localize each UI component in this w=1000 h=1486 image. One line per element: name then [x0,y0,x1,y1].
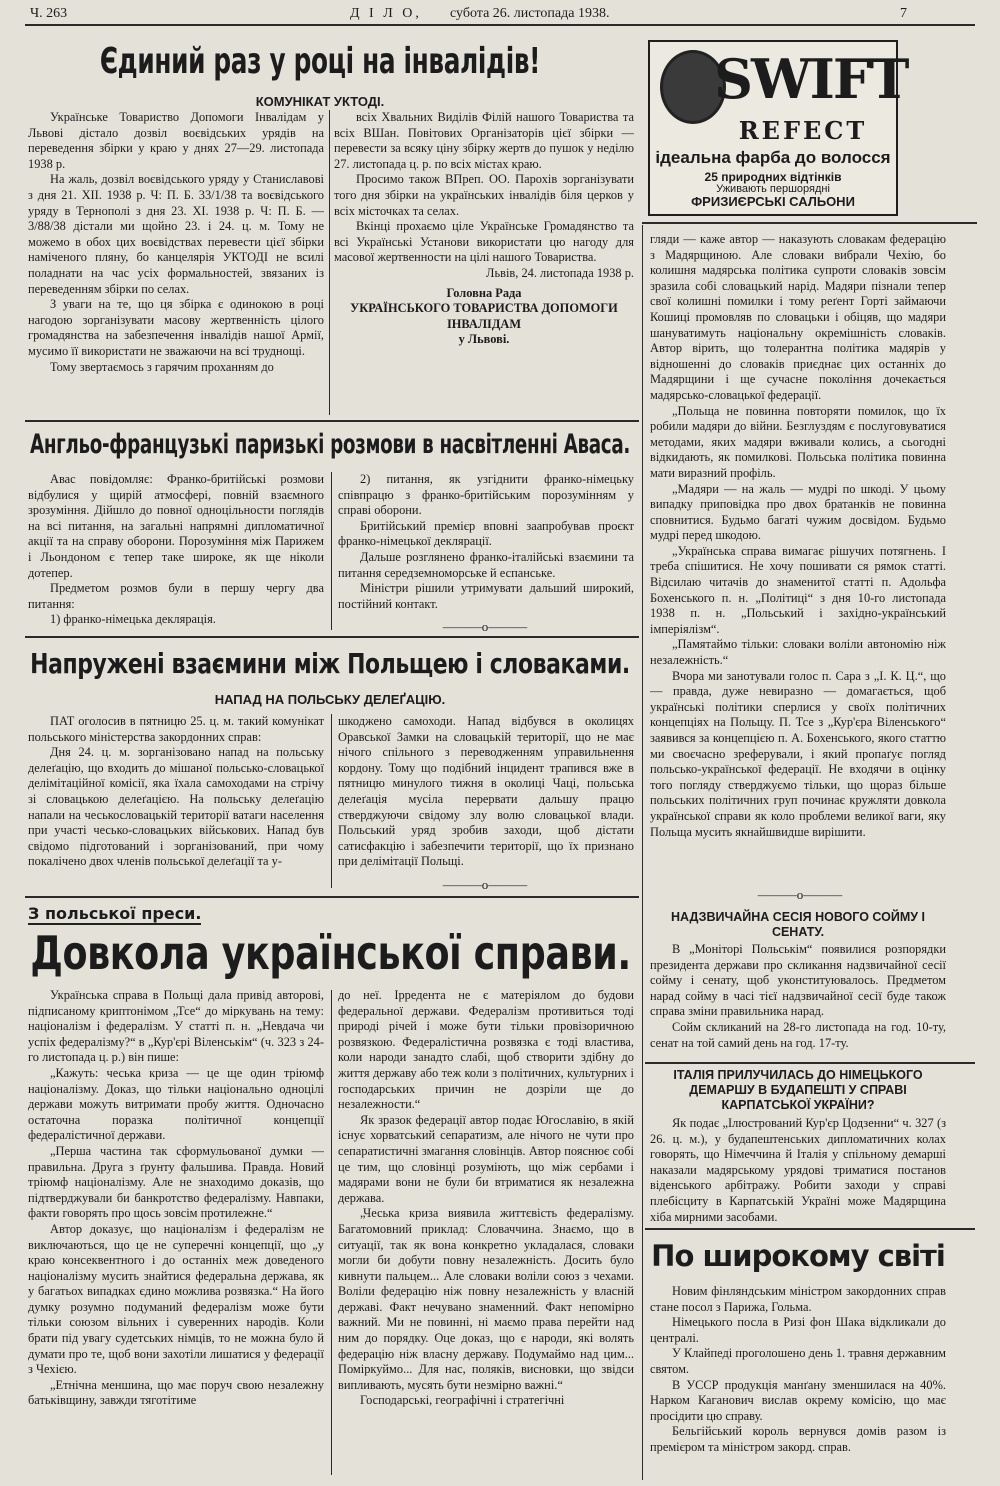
article-paragraph: „Етнічна меншина, що має поруч свою незалежну батьківщину, завжди тяготітиме [28,1377,324,1408]
right-column-divider [642,225,643,1480]
article-paragraph: „Мадяри — на жаль — мудрі по шкоді. У цьому випадку приповідка про двох братанків не повинна сповнитися. Будьмо багаті чужим досвідом. Будьмо мудрі перед шкодою. [650,481,946,543]
article-paragraph: „Польща не повинна повторяти помилок, що їх робили мадяри до війни. Безглуздям є послуговуватися методами, яких мадяри вживали колись, а сьогодні відкидають, як помилкові. Польська політика повинна мати виразний профіль. [650,403,946,480]
article-paragraph: Як подає „Ілюстрований Кур'єр Цодзенни“ ч. 327 (з 26. ц. м.), у будапештенських дипломатичних колах говорять, що Німеччина й Італія у спільному демарші наказали мадярському урядові триматися постанов віденського арбітражу. Робити заходи у справі плебісциту в Карпатській Україні може Мадярщина хіба мирними засобами. [650,1116,946,1224]
ad-bottom-rule [642,222,977,224]
a1-place-date: Львів, 24. листопада 1938 р. [486,265,634,280]
a1-sign-2: УКРАЇНСЬКОГО ТОВАРИСТВА ДОПОМОГИ ІНВАЛІДАМ [350,301,618,331]
a1-bottom-rule [25,420,639,422]
article-paragraph: Автор доказує, що націоналізм і федералізм не виключаються, що це не суперечні концепції, що „у краю консеквентного і до останніх меж доведеного націоналізму мусить знайтися федеральна держава, як у багатьох випадках єдино можлива розвязка.“ На його думку розумно подуманий федералізм може бути тільки союзом вільних і суверенних народів. Коли брати під увагу судетських німців, то не можна було й думати про те, щоб вони захотіли лишатися у федерації з Чехією. [28,1221,324,1377]
a2-headline: Англьо-французькі паризькі розмови в насвітленні Аваса. [29,429,631,460]
a4-headline: Довкола української справи. [29,926,631,980]
article-paragraph: Тому звертаємось з гарячим проханням до [50,359,274,374]
a3-headline: Напружені взаємини між Польщею і словаками. [30,647,630,680]
article-paragraph: шкоджено самоходи. Напад відбувся в околицях Оравської Замки на словацькій території, що не має нічого спільного з переводженням управильнення кордону. Тому що подібний інцидент трапився вже в пятницю минулого тижня в околиці Чаці, польська делеґація мусіла перервати дальшу працю стверджуючи свідому злу волю словацької влади. Польський уряд зробив заходи, щоб дістати сатисфакцію і забезпечити території, що їх признано при делімітації Польщі. [338,714,634,869]
a1-sign-1: Головна Рада [446,285,522,300]
article-paragraph: Міністри рішили утримувати дальший широкий, постійний контакт. [338,581,634,611]
article-paragraph: Як зразок федерації автор подає Югославію, в якій існує хорватський сепаратизм, але нічого не чути про сепаратистичні змагання словінців. Автор пояснює собі це тим, що словінці розуміють, що між сербами і мадярами вони не були би втриматися як незалежна держава. [338,1112,634,1205]
article-paragraph: Сойм скликаний на 28-го листопада на год. 10-ту, сенат на той самий день на год. 17-ту. [650,1019,946,1050]
article-paragraph: Дня 24. ц. м. зорганізовано напад на польську делеґацію, що входить до мішаної польсько-словацької делімітаційної комісії, яка їхала самоходами на стрічу зі словацькою делеґацією. На польську делеґацію напали на чеськословацькій території ватаги населення при участі чесько-словацьких військових. Напад був свідомо підготований і зорганізований, при чому покалічено двох членів польської делеґації та у- [28,745,324,869]
a4-column-1 [28,988,324,1478]
a3-column-divider [331,714,332,888]
a3-bottom-rule [25,896,639,898]
ad-brand-sub: REFECT [738,116,868,145]
a2-separator: ———о——— [442,619,528,634]
article-paragraph: З уваги на те, що ця збірка є одинокою в році нагодою зорганізувати масову жертвенність цілого громадянства на забезпечення інвалідів нашої Армії, мусимо її використати не зважаючи на всі труднощі. [28,297,324,358]
a3-separator: ———о——— [442,877,528,892]
a4-column-2 [338,988,634,1478]
a8-column [650,1284,946,1478]
article-paragraph: „Чеська криза виявила життєвість федералізму. Багатомовний приклад: Словаччина. Знаємо, що в ситуації, так як вона конкретно укладалася, словаки могли би добути повну незалежність. Досить було кивнути пальцем... Але словаки воліли союз з чехами. Воліли федерацію ніж повну незалежність у власній державі. Факт нечувано знаменний. Факт непомірно важний. Ми не повинні, ні маємо права перейти над ним до порядку. Оце доказ, що є народи, які волять федерацію ніж власну державу. Подумаймо над цим... Поміркуймо... Для нас, поляків, висновки, що звідси випливають, мусять бути незмірно важні.“ [338,1206,634,1392]
article-paragraph: „Українська справа вимагає рішучих потягнень. І треба спішитися. Не хочу пошивати ся рямок статті. Відсилаю читачів до знаменитої статті п. Адольфа Бохенського п. н. „Політиці“ з дня 10-го листопада 1938 п. н. „Польський і західно-український імперіялізм“. [650,543,946,636]
issue-number: Ч. 263 [30,6,68,21]
a6-column [650,942,946,1060]
a2-column-2 [338,472,634,634]
article-paragraph: Просимо також ВПреп. ОО. Парохів зорганізувати того дня збірки на українських інвалідів біля церков у всіх місточках та селах. [334,172,634,218]
a2-column-1 [28,472,324,634]
a7-column [650,1116,946,1226]
article-paragraph: всіх Хвальних Виділів Філій нашого Товариства та всіх ВШан. Повітових Організаторів цієї збірки — перевести за всяку ціну збірку жертв до пушок у неділю 27. листопада ц. р. по всіх містах краю. [334,110,634,171]
article-paragraph: Бритійський премієр вповні заапробував проєкт франко-німецької деклярації. [338,518,634,549]
article-paragraph: Українська справа в Польщі дала привід авторові, підписаному криптонімом „Тсе“ до міркувань на тему: націоналізм і федералізм. У статті п. н. „Невдача чи успіх федералізму?“ в „Кур'єрі Віленськім“ (ч. 323 з 24-го листопада ц. р.) він пише: [28,988,324,1065]
article-paragraph: В „Моніторі Польськім“ появилися розпорядки президента держави про скликання надзвичайної сесії сойму і сенату, щоб уконституювалось. Предметом нарад сойму в часі тієї надзвичайної сесії буде також справа зміни правильника нарад. [650,942,946,1019]
article-paragraph: Новим фінляндським міністром закордонних справ стане посол з Парижа, Гольма. [650,1284,946,1314]
a7-bottom-rule [645,1228,975,1230]
a6-headline: НАДЗВИЧАЙНА СЕСІЯ НОВОГО СОЙМУ І СЕНАТУ. [671,910,925,939]
a4-kicker: З польської преси. [28,904,202,923]
ad-line-1: ідеальна фарба до волосся [655,148,891,167]
a5-separator: ———о——— [757,887,843,902]
newspaper-title: Д І Л О, [350,6,422,21]
article-paragraph: до неї. Ірредента не є матеріялом до будови федеральної держави. Федералізм противиться тоді природі річей і може бути тільки провізоричною розвязкою. Федералістична розвязка є тоді властива, коли народи занадто слабі, щоб створити здібну до життя державу або теж коли з політичних, культурних і господарських причин не дозріли ще до незалежности.“ [338,988,634,1112]
a2-column-divider [331,472,332,630]
a2-bottom-rule [25,636,639,638]
article-paragraph: Вкінці прохаємо ціле Українське Громадянство та всі Українські Установи використати цю нагоду для масової жертвенности на цілі нашого Товариства. [334,219,634,265]
a8-headline: По широкому світі [651,1239,945,1273]
a1-column-divider [329,110,330,415]
article-paragraph: Господарські, географічні і стратегічні [360,1393,565,1408]
article-paragraph: Предметом розмов були в першу чергу два питання: [28,581,324,611]
a3-column-2 [338,714,634,892]
page-number: 7 [900,6,907,21]
article-paragraph: „Кажуть: чеська криза — це ще один тріюмф націоналізму. Доказ, що тільки національно одноцілі держави можуть витримати пробу життя. Одночасно остаточна поразка політичної концепції федералістичної держави. [28,1065,324,1143]
article-paragraph: В УССР продукція манґану зменшилася на 40%. Нарком Каганович вислав окрему комісію, що має просідити цю справу. [650,1377,946,1423]
article-paragraph: Бельгійський король вернувся домів разом із премієром та міністром закорд. справ. [650,1424,946,1454]
a1-column-2 [334,110,634,418]
a1-sign-3: у Львові. [458,332,510,347]
article-paragraph: У Клайпеді проголошено день 1. травня державним святом. [650,1346,946,1376]
a1-headline: Єдиний раз у році на інвалідів! [99,41,541,82]
a5-column [650,232,946,886]
article-paragraph: „Памятаймо тільки: словаки воліли автономію ніж незалежність.“ [650,637,946,668]
article-paragraph: Авас повідомляє: Франко-бритійські розмови відбулися у щирій атмосфері, повній взаємного зрозуміння. Дійшло до повної одноцільности поглядів на всі питання, на загальні напрямні дипломатичної акції та на справу оборони. Порозуміння між Парижем і Льондоном є тепер таке широке, як ще ніколи дотепер. [28,472,324,580]
swift-advertisement [648,40,908,216]
ad-line-4: ФРИЗИЄРСЬКІ САЛЬОНИ [691,194,855,209]
article-paragraph: 2) питання, як узгіднити франко-німецьку співпрацю з франко-бритійським порозумінням у справі оборони. [338,472,634,518]
a6-bottom-rule [645,1062,975,1064]
article-paragraph: Дальше розглянено франко-італійські взаємини та питання середземноморське й еспанське. [338,549,634,580]
issue-date: субота 26. листопада 1938. [450,6,610,21]
a7-headline: ІТАЛІЯ ПРИЛУЧИЛАСЬ ДО НІМЕЦЬКОГО ДЕМАРШУ В БУДАПЕШТІ У СПРАВІ КАРПАТСЬКОЇ УКРАЇНИ? [673,1068,923,1112]
article-paragraph: „Перша частина так сформульованої думки — правильна. Друга з ґрунту фальшива. Правда. Новий тріюмф націоналізму. Але не знаходимо доказів, що підтверджували би банкротство федералізму. Навпаки, факти говорять про щось зовсім протилежне.“ [28,1143,324,1221]
a1-subhead: КОМУНІКАТ УКТОДІ. [255,94,385,109]
a3-subhead: НАПАД НА ПОЛЬСЬКУ ДЕЛЕҐАЦІЮ. [214,692,446,707]
article-paragraph: гляди — каже автор — наказують словакам федерацію з Мадярщиною. Але словаки вибрали Чехію, бо колишня мадярська політика супроти словаків зовсім зразила собі словацький нарід. Мадяри пізнали тепер свої колишні помилки і тому реґент Горті займаючи Кошиці промовляв по словацьки і обіцяв, що мадяри шануватимуть національну окремішність словаків. Автор вірить, що толерантна політика мадярів у відношенні до словаків приєднає цих останніх до Мадярщини і ще сучасне покоління дочекається мадярсько-словацької федерації. [650,232,946,402]
article-paragraph: ПАТ оголосив в пятницю 25. ц. м. такий комунікат польського міністерства закордонних справ: [28,714,324,744]
article-paragraph: 1) франко-німецька деклярація. [50,612,216,627]
ad-line-3: Уживають першорядні [716,183,830,195]
article-paragraph: Вчора ми занотували голос п. Сара з „І. К. Ц.“, що — правда, дуже невиразно — домагається, щоб українські політики сперлися у своїх політичних концепціях на Польщу. П. Тсе з „Кур'єра Віленського“ заявився за концепцією п. А. Бохенського, якого статтю ми своєчасно зреферували, і який пропаґує погляд польсько-української федерації. Не входячи в оцінку того погляду стверджуємо тільки, що щораз більше польських політичних груп починає кружляти довкола української справи як коло проблеми великої ваги, яку Польща мусить якнайшвидше вирішити. [650,668,946,839]
article-paragraph: Німецького посла в Ризі фон Шака відкликали до централі. [650,1315,946,1345]
ad-line-2: 25 природних відтінків [704,170,842,184]
a4-column-divider [331,990,332,1475]
a3-column-1 [28,714,324,892]
header-rule [25,24,975,26]
article-paragraph: Українське Товариство Допомоги Інвалідам у Львові дістало дозвіл воєвідських урядів на переведення збірки у краю у днях 27—29. листопада 1938 р. [28,110,324,171]
a1-column-1 [28,110,324,418]
ad-brand: SWIFT [714,47,908,111]
article-paragraph: На жаль, дозвіл воєвідського уряду у Станиславові з дня 21. XII. 1938 р. Ч: П. Б. 33/1/38 та воєвідського уряду в Тернополі з дня 23. XI. 1938 р. Ч: П. Б. — 3/88/38 дістали ми щойно 23. і 24. ц. м. Тому не можемо в обох цих воєвідствах перевести цієї збірки наміченого пляну, бо канцелярія УКТОДІ не всилі поладнати на час усіх формальностей, звязаних із переведенням збірки по селах. [28,172,324,296]
